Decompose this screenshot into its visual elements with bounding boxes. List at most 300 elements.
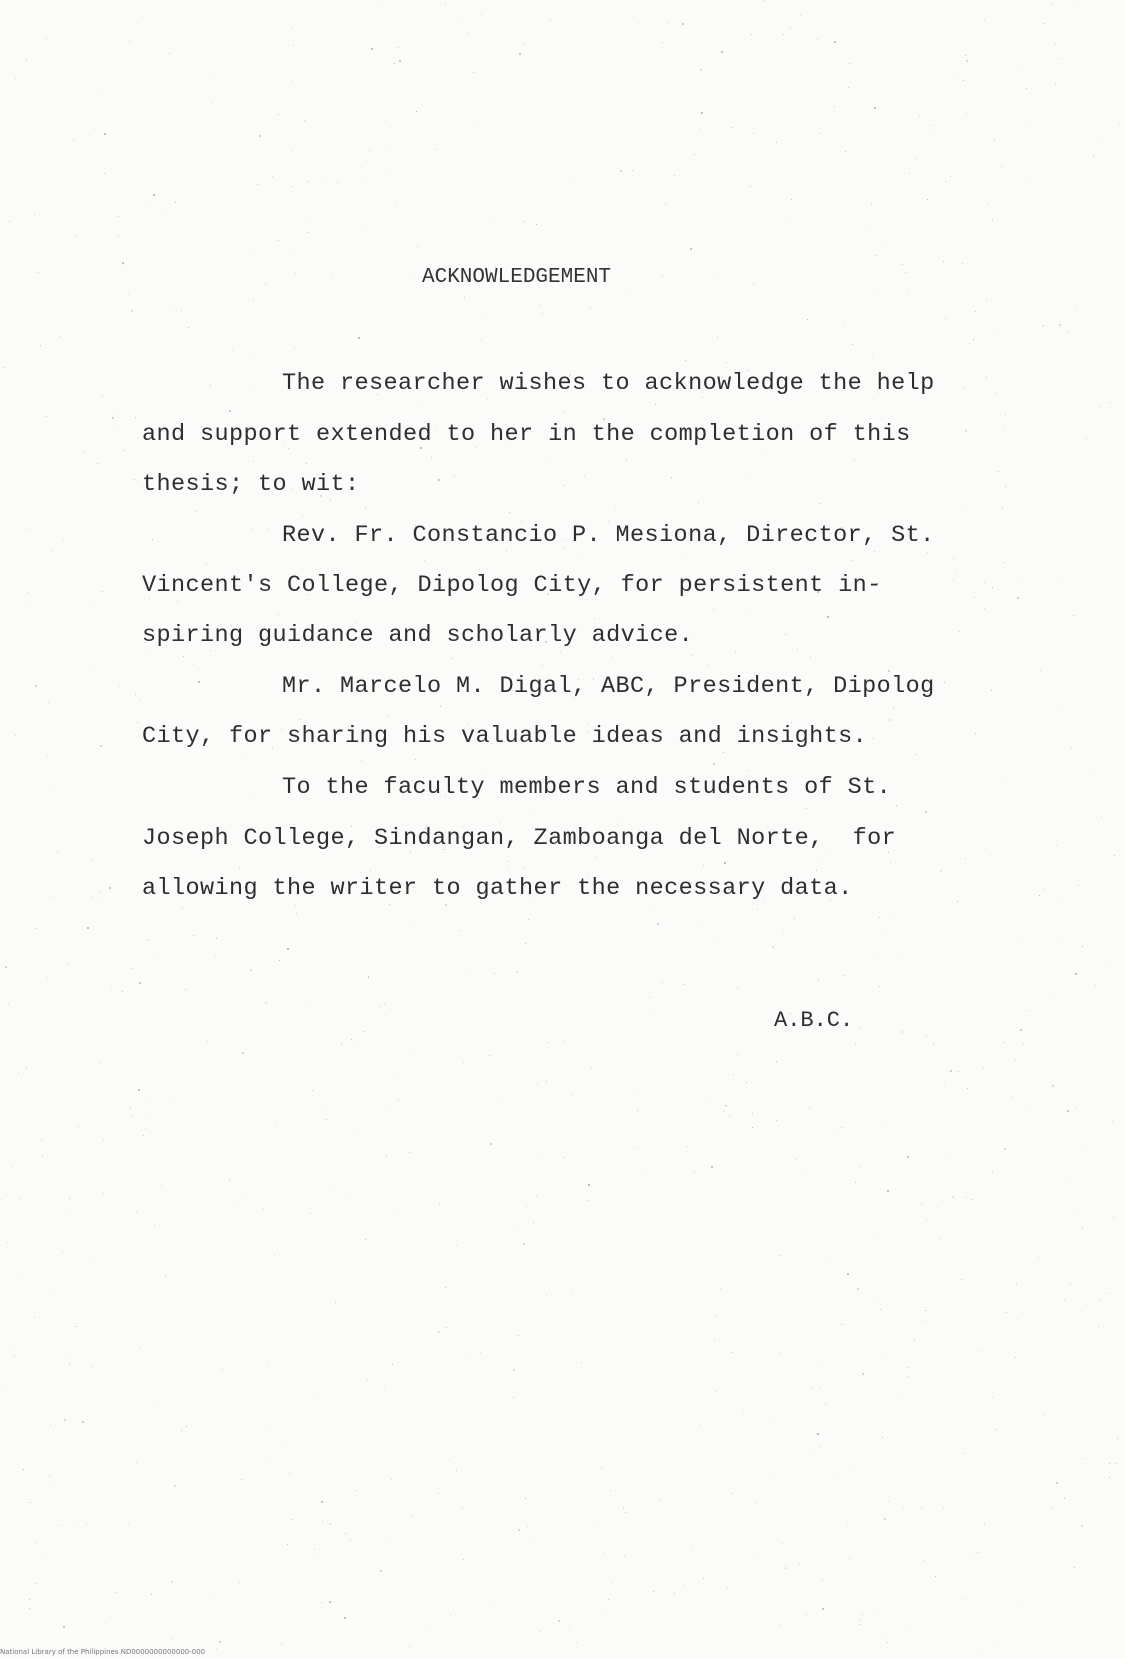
paper-speck bbox=[1112, 1121, 1113, 1122]
paper-speck bbox=[62, 1251, 63, 1252]
paper-speck bbox=[59, 336, 60, 337]
paper-speck bbox=[1056, 845, 1057, 846]
paper-speck bbox=[35, 1583, 36, 1584]
paper-speck bbox=[1058, 942, 1059, 943]
paper-speck bbox=[139, 1347, 140, 1348]
paper-speck bbox=[386, 1537, 387, 1538]
paper-speck bbox=[953, 78, 954, 79]
paper-speck bbox=[460, 21, 461, 22]
paper-speck bbox=[1070, 1284, 1071, 1285]
paper-speck bbox=[925, 811, 927, 813]
paper-speck bbox=[478, 127, 479, 128]
paper-speck bbox=[966, 60, 968, 62]
paper-speck bbox=[992, 1172, 993, 1173]
paper-speck bbox=[529, 1543, 530, 1544]
paper-speck bbox=[888, 915, 889, 916]
paper-speck bbox=[151, 1594, 152, 1595]
paper-speck bbox=[366, 225, 367, 226]
scan-footer: National Library of the Philippines ND0000000000000-000 bbox=[0, 1648, 206, 1656]
paper-speck bbox=[965, 55, 966, 56]
paper-speck bbox=[988, 203, 989, 204]
paper-speck bbox=[7, 1242, 8, 1243]
paper-speck bbox=[210, 650, 211, 651]
paper-speck bbox=[1011, 1097, 1012, 1098]
paper-speck bbox=[564, 1157, 565, 1158]
paper-speck bbox=[907, 1156, 909, 1158]
paper-speck bbox=[810, 657, 811, 658]
paper-speck bbox=[35, 928, 36, 929]
paper-speck bbox=[253, 299, 254, 300]
paper-speck bbox=[364, 1031, 365, 1032]
paper-speck bbox=[1028, 178, 1029, 179]
paper-speck bbox=[591, 1067, 592, 1068]
paper-speck bbox=[684, 558, 685, 559]
paper-speck bbox=[135, 417, 136, 418]
paper-speck bbox=[30, 1502, 31, 1503]
paper-speck bbox=[292, 27, 293, 28]
paper-speck bbox=[112, 417, 114, 419]
paper-speck bbox=[1004, 1042, 1005, 1043]
paper-speck bbox=[1078, 885, 1079, 886]
paper-speck bbox=[351, 1039, 352, 1040]
paper-speck bbox=[806, 808, 807, 809]
paper-speck bbox=[410, 852, 411, 853]
paper-speck bbox=[862, 1614, 863, 1615]
paper-speck bbox=[975, 1557, 976, 1558]
paper-speck bbox=[145, 1128, 146, 1129]
paper-speck bbox=[295, 905, 296, 906]
paper-speck bbox=[982, 1649, 983, 1650]
paper-speck bbox=[724, 862, 726, 864]
paper-speck bbox=[161, 1185, 162, 1186]
paper-speck bbox=[99, 891, 100, 892]
paper-speck bbox=[1114, 855, 1115, 856]
paper-speck bbox=[953, 579, 954, 580]
paper-speck bbox=[1044, 889, 1045, 890]
paper-speck bbox=[993, 1645, 994, 1646]
paper-speck bbox=[19, 1198, 20, 1199]
paper-speck bbox=[1029, 1010, 1030, 1011]
paper-speck bbox=[263, 1208, 264, 1209]
paper-speck bbox=[409, 1646, 410, 1647]
paper-speck bbox=[169, 53, 170, 54]
paper-speck bbox=[700, 128, 701, 129]
paper-speck bbox=[782, 1543, 783, 1544]
paper-speck bbox=[1039, 895, 1040, 896]
paper-speck bbox=[326, 1119, 327, 1120]
paper-speck bbox=[182, 908, 183, 909]
paper-speck bbox=[834, 106, 835, 107]
paper-speck bbox=[6, 1386, 7, 1387]
paper-speck bbox=[957, 901, 958, 902]
paper-speck bbox=[287, 948, 289, 950]
paper-speck bbox=[926, 1036, 927, 1037]
paper-speck bbox=[549, 461, 550, 462]
paper-speck bbox=[280, 1443, 281, 1444]
paper-speck bbox=[1082, 1458, 1083, 1459]
paper-speck bbox=[160, 213, 161, 214]
paper-speck bbox=[890, 862, 891, 863]
paper-speck bbox=[398, 1100, 399, 1101]
paper-speck bbox=[29, 528, 30, 529]
paper-speck bbox=[581, 1362, 582, 1363]
paper-speck bbox=[1099, 406, 1100, 407]
paper-speck bbox=[946, 181, 947, 182]
paper-speck bbox=[1052, 1507, 1053, 1508]
paper-speck bbox=[536, 224, 537, 225]
paper-speck bbox=[136, 1212, 137, 1213]
paper-speck bbox=[773, 1422, 774, 1423]
paper-speck bbox=[51, 1288, 52, 1289]
paper-speck bbox=[879, 986, 880, 987]
paper-speck bbox=[1042, 326, 1043, 327]
paper-speck bbox=[822, 1608, 824, 1610]
paper-speck bbox=[139, 700, 140, 701]
paper-speck bbox=[1043, 23, 1044, 24]
paper-speck bbox=[295, 273, 296, 274]
paper-speck bbox=[940, 870, 942, 872]
paper-speck bbox=[674, 1593, 675, 1594]
paper-speck bbox=[683, 984, 684, 985]
paper-speck bbox=[601, 1467, 602, 1468]
paper-speck bbox=[888, 852, 889, 853]
paper-speck bbox=[211, 103, 212, 104]
paper-speck bbox=[714, 1340, 715, 1341]
paper-speck bbox=[901, 1392, 902, 1393]
paper-speck bbox=[385, 120, 386, 121]
paper-speck bbox=[887, 1642, 888, 1643]
paper-speck bbox=[966, 113, 967, 114]
paper-speck bbox=[239, 867, 240, 868]
paper-speck bbox=[445, 4, 446, 5]
paper-speck bbox=[596, 857, 597, 858]
paper-speck bbox=[694, 154, 695, 155]
paper-speck bbox=[854, 460, 855, 461]
paper-speck bbox=[963, 80, 964, 81]
paper-speck bbox=[772, 946, 774, 948]
paper-speck bbox=[901, 1031, 903, 1033]
paper-speck bbox=[713, 763, 715, 765]
paper-speck bbox=[528, 919, 529, 920]
paper-speck bbox=[41, 1139, 42, 1140]
paper-speck bbox=[513, 1397, 514, 1398]
paper-speck bbox=[87, 927, 89, 929]
paper-speck bbox=[849, 63, 850, 64]
paper-speck bbox=[524, 44, 525, 45]
paper-speck bbox=[362, 178, 363, 179]
paper-speck bbox=[119, 686, 120, 687]
paper-speck bbox=[52, 550, 53, 551]
paper-speck bbox=[1076, 305, 1077, 306]
paper-speck bbox=[723, 752, 724, 753]
paper-speck bbox=[713, 940, 714, 941]
paper-speck bbox=[975, 733, 976, 734]
paper-speck bbox=[733, 1074, 734, 1075]
paper-speck bbox=[620, 170, 622, 172]
paper-speck bbox=[386, 1109, 387, 1110]
paper-speck bbox=[751, 34, 752, 35]
paper-speck bbox=[626, 460, 627, 461]
paper-speck bbox=[368, 977, 369, 978]
paper-speck bbox=[481, 340, 482, 341]
paper-speck bbox=[518, 1529, 520, 1531]
paper-speck bbox=[229, 1180, 230, 1181]
paper-speck bbox=[927, 199, 928, 200]
paper-speck bbox=[500, 823, 501, 824]
paper-speck bbox=[657, 923, 659, 925]
paper-speck bbox=[97, 93, 98, 94]
paper-speck bbox=[1026, 88, 1027, 89]
paper-speck bbox=[827, 616, 829, 618]
paper-speck bbox=[1058, 898, 1059, 899]
paper-speck bbox=[1002, 783, 1003, 784]
paper-speck bbox=[698, 502, 699, 503]
paper-speck bbox=[587, 1200, 588, 1201]
paper-speck bbox=[389, 904, 390, 905]
paper-speck bbox=[76, 235, 77, 236]
paper-speck bbox=[435, 149, 436, 150]
paper-speck bbox=[291, 186, 292, 187]
paper-speck bbox=[715, 1391, 716, 1392]
paper-speck bbox=[185, 989, 186, 990]
paper-speck bbox=[942, 1200, 943, 1201]
paper-speck bbox=[636, 1089, 637, 1090]
paper-speck bbox=[518, 1335, 519, 1336]
paper-speck bbox=[729, 1115, 730, 1116]
paper-speck bbox=[91, 860, 92, 861]
paper-speck bbox=[998, 471, 999, 472]
paper-speck bbox=[253, 461, 254, 462]
paper-speck bbox=[78, 1126, 79, 1127]
paper-speck bbox=[229, 410, 231, 412]
paper-speck bbox=[879, 917, 880, 918]
paper-speck bbox=[102, 898, 103, 899]
paper-speck bbox=[905, 272, 906, 273]
paper-speck bbox=[312, 1090, 313, 1091]
paper-speck bbox=[822, 1579, 823, 1580]
paper-speck bbox=[991, 855, 992, 856]
paper-speck bbox=[790, 28, 791, 29]
paper-speck bbox=[785, 634, 786, 635]
paper-speck bbox=[593, 1525, 594, 1526]
paper-speck bbox=[394, 1078, 395, 1079]
paper-speck bbox=[241, 753, 242, 754]
paper-speck bbox=[481, 14, 482, 15]
paper-speck bbox=[1113, 1217, 1114, 1218]
paper-speck bbox=[838, 1475, 839, 1476]
paper-speck bbox=[716, 1316, 717, 1317]
paper-speck bbox=[379, 7, 380, 8]
paper-speck bbox=[331, 274, 332, 275]
paper-speck bbox=[63, 1626, 65, 1628]
paper-speck bbox=[57, 852, 58, 853]
paper-speck bbox=[337, 182, 338, 183]
paper-speck bbox=[1064, 1498, 1065, 1499]
paper-speck bbox=[799, 1564, 800, 1565]
paper-speck bbox=[102, 396, 103, 397]
paper-speck bbox=[367, 1380, 368, 1381]
paper-speck bbox=[859, 1166, 860, 1167]
paper-speck bbox=[527, 1526, 528, 1527]
paper-speck bbox=[564, 485, 565, 486]
paper-speck bbox=[801, 1169, 802, 1170]
paper-speck bbox=[379, 1006, 380, 1007]
paper-speck bbox=[195, 511, 196, 512]
paper-speck bbox=[834, 41, 836, 43]
paper-speck bbox=[366, 161, 367, 162]
paper-speck bbox=[128, 1523, 129, 1524]
paper-speck bbox=[29, 1599, 30, 1600]
paper-speck bbox=[1056, 1482, 1058, 1484]
paper-speck bbox=[466, 968, 467, 969]
paper-speck bbox=[1099, 1299, 1100, 1300]
paper-speck bbox=[118, 216, 119, 217]
paper-speck bbox=[416, 111, 417, 112]
paper-speck bbox=[92, 897, 93, 898]
paper-speck bbox=[943, 1507, 944, 1508]
paper-speck bbox=[542, 313, 543, 314]
paper-speck bbox=[773, 1478, 774, 1479]
paper-speck bbox=[765, 448, 766, 449]
paper-speck bbox=[523, 1243, 525, 1245]
paper-speck bbox=[345, 1193, 346, 1194]
paper-speck bbox=[427, 1624, 428, 1625]
paper-speck bbox=[525, 943, 526, 944]
paper-speck bbox=[1021, 577, 1022, 578]
paper-speck bbox=[3, 367, 4, 368]
paper-speck bbox=[753, 284, 754, 285]
paper-speck bbox=[111, 989, 112, 990]
paper-speck bbox=[268, 1424, 269, 1425]
paper-speck bbox=[975, 311, 976, 312]
paper-speck bbox=[365, 1239, 366, 1240]
paper-speck bbox=[950, 1070, 952, 1072]
paper-speck bbox=[293, 45, 294, 46]
paper-speck bbox=[1015, 1059, 1016, 1060]
paper-speck bbox=[683, 1585, 684, 1586]
paper-speck bbox=[242, 1052, 244, 1054]
paper-speck bbox=[175, 202, 176, 203]
paper-speck bbox=[131, 310, 133, 312]
paper-speck bbox=[783, 930, 784, 931]
paper-speck bbox=[314, 1549, 315, 1550]
paper-speck bbox=[128, 294, 129, 295]
paper-speck bbox=[1082, 1227, 1083, 1228]
paper-speck bbox=[445, 1287, 446, 1288]
paper-speck bbox=[845, 151, 846, 152]
paper-speck bbox=[996, 393, 997, 394]
paper-speck bbox=[874, 107, 876, 109]
paper-speck bbox=[490, 220, 491, 221]
paper-speck bbox=[822, 859, 823, 860]
paper-speck bbox=[540, 1631, 541, 1632]
paper-speck bbox=[563, 1041, 564, 1042]
paper-speck bbox=[849, 1558, 850, 1559]
paper-speck bbox=[610, 1490, 611, 1491]
paper-speck bbox=[844, 975, 845, 976]
paper-speck bbox=[1004, 430, 1005, 431]
paper-speck bbox=[115, 1592, 116, 1593]
paper-speck bbox=[543, 1154, 544, 1155]
paper-speck bbox=[692, 655, 693, 656]
paper-speck bbox=[542, 665, 543, 666]
paper-speck bbox=[701, 112, 703, 114]
paper-speck bbox=[731, 1493, 732, 1494]
paper-speck bbox=[358, 337, 360, 339]
paper-speck bbox=[588, 1184, 590, 1186]
page-title: ACKNOWLEDGEMENT bbox=[422, 266, 612, 289]
paper-speck bbox=[986, 377, 987, 378]
paper-speck bbox=[933, 1044, 934, 1045]
paper-speck bbox=[1093, 156, 1094, 157]
paper-speck bbox=[387, 148, 388, 149]
paper-speck bbox=[674, 175, 675, 176]
paper-speck bbox=[746, 1082, 747, 1083]
paper-speck bbox=[717, 337, 718, 338]
paper-speck bbox=[524, 868, 525, 869]
paper-speck bbox=[456, 1470, 457, 1471]
paper-speck bbox=[130, 1108, 131, 1109]
paper-speck bbox=[776, 142, 777, 143]
paper-speck bbox=[1117, 1438, 1118, 1439]
paper-speck bbox=[737, 988, 738, 989]
paper-speck bbox=[146, 940, 147, 941]
paper-speck bbox=[1082, 946, 1083, 947]
paper-speck bbox=[921, 1508, 922, 1509]
paper-speck bbox=[122, 991, 123, 992]
paper-speck bbox=[100, 745, 102, 747]
paper-speck bbox=[506, 550, 507, 551]
paper-speck bbox=[800, 15, 801, 16]
paper-speck bbox=[354, 1131, 355, 1132]
paper-speck bbox=[519, 1226, 520, 1227]
paper-speck bbox=[181, 310, 182, 311]
paper-speck bbox=[876, 255, 877, 256]
paper-speck bbox=[193, 935, 194, 936]
paper-speck bbox=[251, 528, 252, 529]
paper-speck bbox=[1110, 402, 1111, 403]
paper-speck bbox=[173, 309, 174, 310]
paper-speck bbox=[94, 670, 95, 671]
paper-speck bbox=[63, 539, 64, 540]
paper-speck bbox=[925, 1310, 926, 1311]
paper-speck bbox=[1116, 1463, 1117, 1464]
paper-speck bbox=[852, 1470, 853, 1471]
paper-speck bbox=[1071, 747, 1072, 748]
paper-speck bbox=[812, 1388, 813, 1389]
paper-speck bbox=[186, 1426, 187, 1427]
paper-speck bbox=[847, 1273, 849, 1275]
paper-speck bbox=[15, 78, 16, 79]
paper-speck bbox=[795, 1159, 796, 1160]
paper-speck bbox=[1086, 438, 1087, 439]
paper-speck bbox=[944, 1085, 945, 1086]
paper-speck bbox=[313, 1556, 314, 1557]
paper-speck bbox=[276, 1122, 277, 1123]
paper-speck bbox=[611, 1583, 612, 1584]
paper-speck bbox=[694, 1172, 695, 1173]
paper-speck bbox=[253, 355, 254, 356]
paper-speck bbox=[344, 1617, 346, 1619]
paper-speck bbox=[791, 199, 792, 200]
paper-speck bbox=[855, 1182, 856, 1183]
paper-speck bbox=[926, 1220, 927, 1221]
paper-speck bbox=[94, 128, 95, 129]
paper-speck bbox=[841, 1127, 842, 1128]
paper-speck bbox=[148, 1113, 149, 1114]
paper-speck bbox=[711, 1166, 713, 1168]
paper-speck bbox=[907, 1376, 908, 1377]
